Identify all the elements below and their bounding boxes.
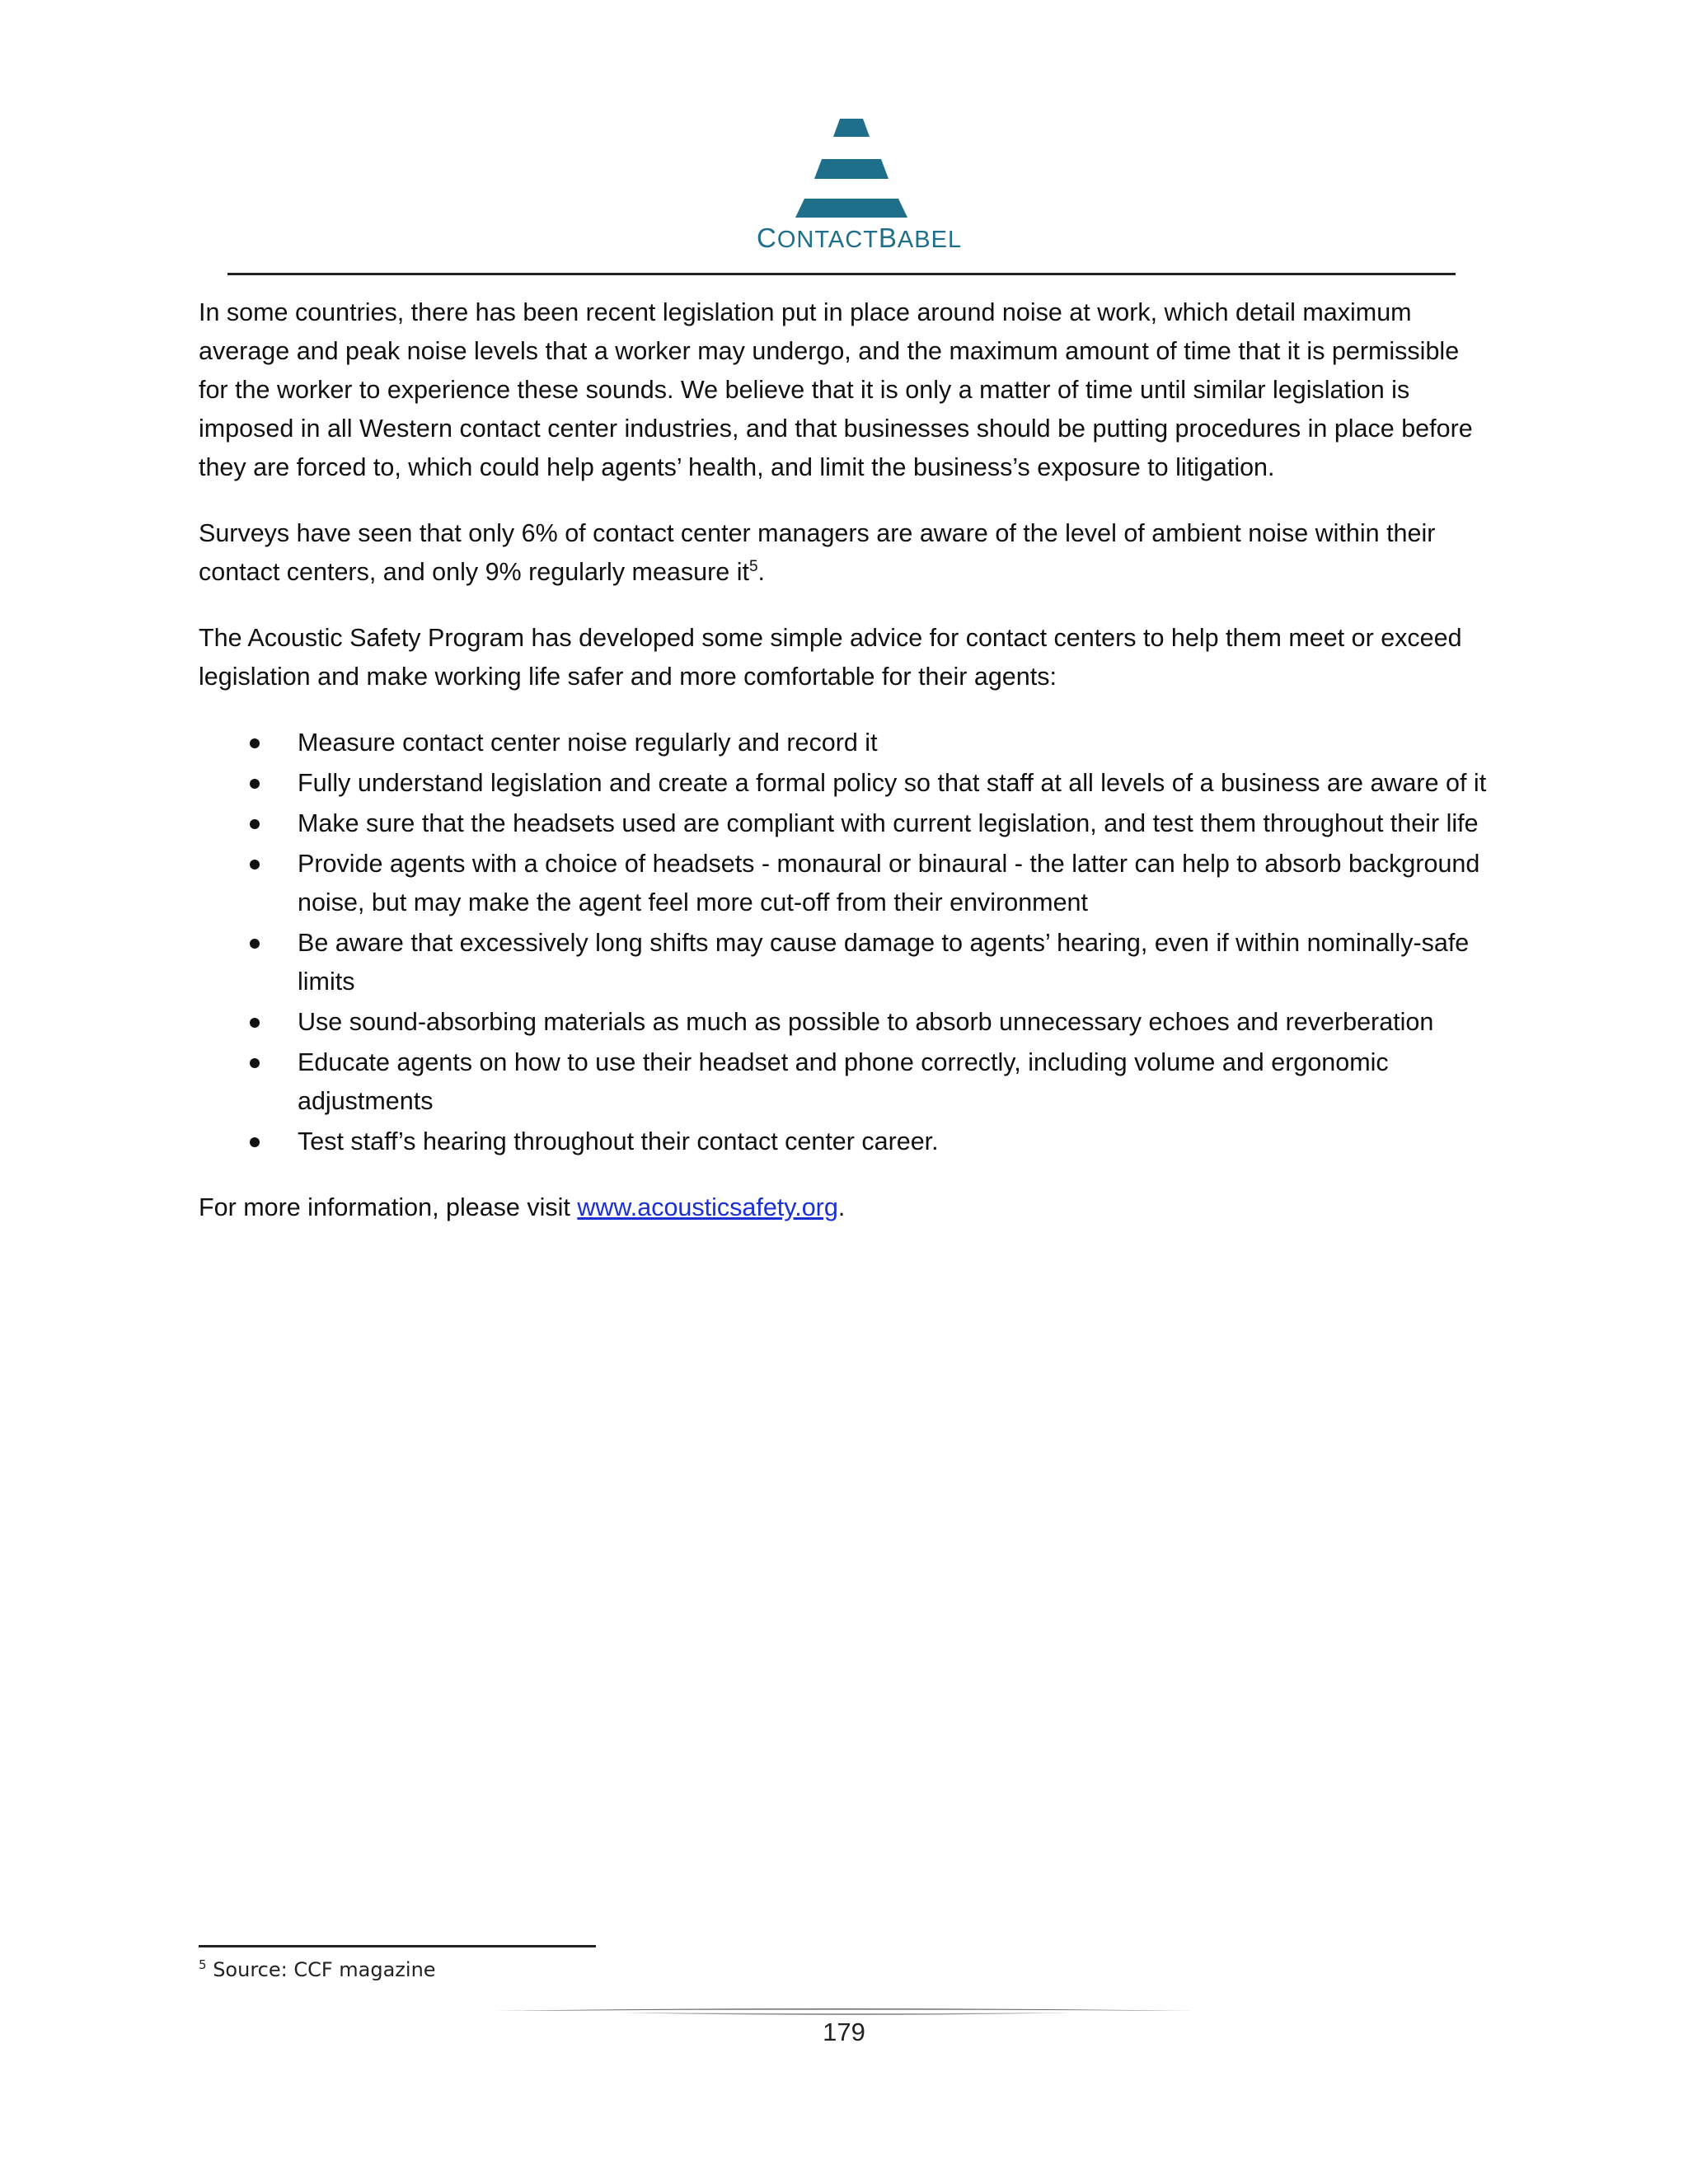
list-item: [199, 724, 1493, 762]
list-item: [199, 845, 1493, 922]
list-item-text: Test staff’s hearing throughout their contact center career.: [298, 1127, 939, 1155]
bullet-icon: [250, 860, 260, 869]
list-item-text: Educate agents on how to use their headset and phone correctly, including volume and ergonomic adjustments: [298, 1048, 1389, 1115]
list-item-text: Be aware that excessively long shifts may cause damage to agents’ hearing, even if within nominally-safe limits: [298, 929, 1470, 996]
paragraph-more-info: [199, 1188, 1493, 1227]
bullet-icon: [250, 1058, 260, 1068]
logo-contact-rest: ONTACT: [776, 227, 879, 253]
bullet-icon: [250, 738, 260, 748]
surveys-end: .: [757, 558, 766, 586]
bullet-icon: [250, 819, 260, 829]
more-info-prefix: For more information, please visit: [199, 1193, 578, 1221]
logo-initial-b: B: [878, 223, 898, 253]
logo-wordmark: [757, 223, 963, 254]
list-item-text: Measure contact center noise regularly and record it: [298, 729, 878, 757]
advice-list: [199, 724, 1493, 1161]
contactbabel-logo: [757, 115, 963, 253]
bullet-icon: [250, 1137, 260, 1147]
main-content: [199, 293, 1493, 1254]
footnote-number: 5: [199, 1957, 207, 1972]
list-item: [199, 924, 1493, 1001]
footnote-divider: [199, 1945, 596, 1947]
header-divider: [227, 273, 1456, 275]
acousticsafety-link[interactable]: www.acousticsafety.org: [577, 1193, 838, 1221]
stacked-trapezoid-logo-icon: [757, 115, 946, 218]
list-item: [199, 1043, 1493, 1121]
bullet-icon: [250, 939, 260, 949]
list-item: [199, 764, 1493, 803]
list-item: [199, 804, 1493, 843]
footnote-text: Source: CCF magazine: [213, 1958, 436, 1981]
bullet-icon: [250, 1018, 260, 1028]
footnote-ref[interactable]: 5: [748, 557, 758, 575]
more-info-suffix: .: [837, 1193, 846, 1221]
bullet-icon: [250, 779, 260, 789]
list-item-text: Use sound-absorbing materials as much as possible to absorb unnecessary echoes and reverberation: [298, 1008, 1434, 1036]
list-item: [199, 1122, 1493, 1161]
list-item: [199, 1003, 1493, 1042]
footnote: [199, 1958, 436, 1981]
list-item-text: Provide agents with a choice of headsets - monaural or binaural - the latter can help to absorb background noise, but may make the agent feel more cut-off from their environment: [298, 850, 1480, 916]
list-item-text: Fully understand legislation and create a formal policy so that staff at all levels of a business are aware of it: [298, 769, 1487, 797]
list-item-text: Make sure that the headsets used are compliant with current legislation, and test them throughout their life: [298, 809, 1479, 837]
paragraph-surveys: [199, 514, 1493, 592]
surveys-text: Surveys have seen that only 6% of contact center managers are aware of the level of ambient noise within their contact centers, and only 9% regularly measure it: [199, 519, 1436, 586]
logo-babel-rest: ABEL: [897, 227, 963, 253]
paragraph-intro: The Acoustic Safety Program has developed some simple advice for contact centers to help them meet or exceed legislation and make working life safer and more comfortable for their agents:: [199, 624, 1462, 691]
page-number: 179: [823, 2018, 865, 2046]
footer-swoosh-divider: [495, 2003, 1195, 2019]
paragraph-legislation: In some countries, there has been recent legislation put in place around noise at work, which detail maximum average and peak noise levels that a worker may undergo, and the maximum amount of time that it is permissible for the worker to experience these sounds. We believe that it is only a matter of time until similar legislation is imposed in all Western contact center industries, and that businesses should be putting procedures in place before they are forced to, which could help agents’ health, and limit the business’s exposure to litigation.: [199, 298, 1473, 481]
logo-initial-c: C: [757, 223, 777, 253]
